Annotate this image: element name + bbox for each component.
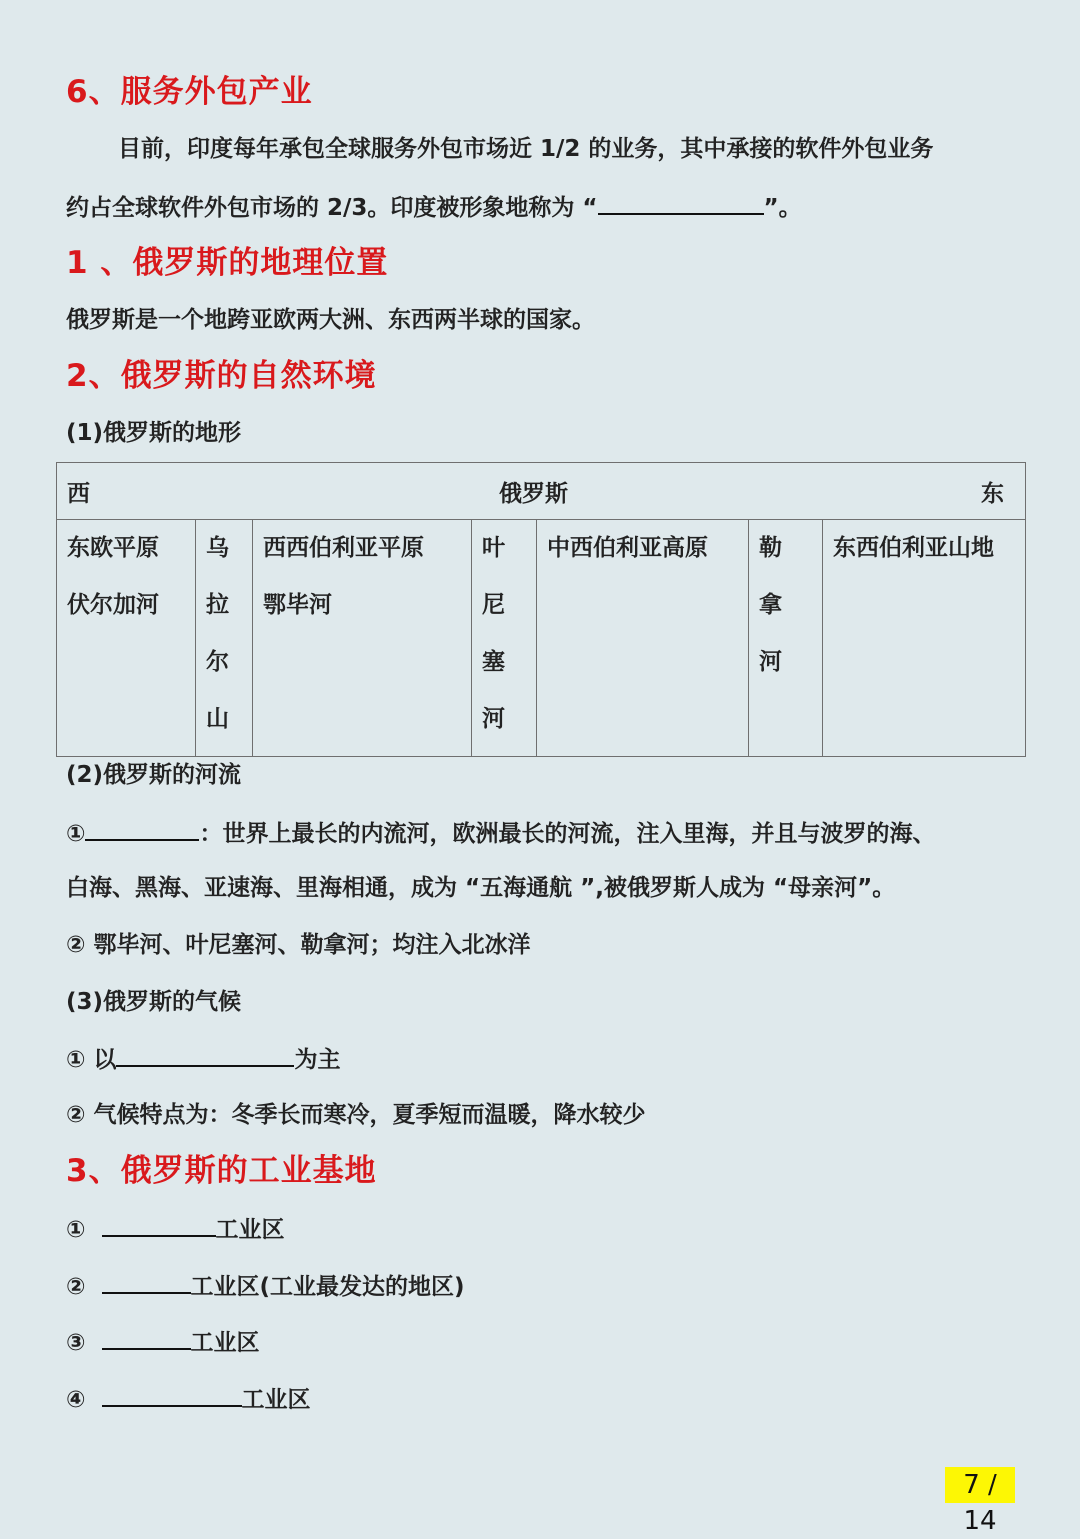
page-number-badge: 7 / 14 <box>945 1467 1015 1503</box>
section-heading-location: 1 、俄罗斯的地理位置 <box>66 245 389 281</box>
paragraph-line: ② 气候特点为：冬季长而寒冷，夏季短而温暖，降水较少 <box>66 1102 646 1128</box>
item-text: 工业区(工业最发达的地区) <box>190 1274 465 1300</box>
country-label: 俄罗斯 <box>499 481 568 507</box>
paragraph-line: 目前，印度每年承包全球服务外包市场近 1/2 的业务，其中承接的软件外包业务 <box>118 136 934 162</box>
table-cell <box>57 520 196 757</box>
paragraph-text: 约占全球软件外包市场的 2/3。印度被形象地称为 “ <box>66 195 598 221</box>
paragraph-text: ：世界上最长的内流河，欧洲最长的河流，注入里海，并且与波罗的海、 <box>199 821 936 847</box>
paragraph-text: ① 以 <box>66 1047 117 1073</box>
cell-text: 东欧平原 <box>67 535 159 561</box>
item-number: ① <box>66 1217 86 1243</box>
cell-text: 东西伯利亚山地 <box>833 535 994 561</box>
cell-text: 叶 <box>482 535 505 561</box>
table-cell <box>749 520 823 757</box>
paragraph-text: ”。 <box>763 195 802 221</box>
section-heading-environment: 2、俄罗斯的自然环境 <box>66 358 377 394</box>
paragraph-line <box>66 189 802 225</box>
fill-in-blank[interactable] <box>102 1381 242 1407</box>
list-item <box>66 1381 311 1417</box>
item-number: ① <box>66 821 86 847</box>
paragraph-line: ② 鄂毕河、叶尼塞河、勒拿河；均注入北冰洋 <box>66 932 531 958</box>
terrain-table <box>56 462 1026 757</box>
cell-text: 尼 <box>482 592 505 618</box>
list-item <box>66 1268 465 1304</box>
paragraph-line <box>66 1041 340 1077</box>
table-cell <box>472 520 537 757</box>
subheading-climate: (3)俄罗斯的气候 <box>66 989 242 1015</box>
cell-text: 勒 <box>759 535 782 561</box>
west-label: 西 <box>67 481 90 507</box>
table-cell <box>823 520 1026 757</box>
cell-text: 中西伯利亚高原 <box>547 535 708 561</box>
item-text: 工业区 <box>190 1330 260 1356</box>
cell-text: 乌 <box>206 535 229 561</box>
fill-in-blank[interactable] <box>85 815 199 841</box>
cell-text: 河 <box>482 706 505 732</box>
cell-text: 伏尔加河 <box>67 592 159 618</box>
list-item <box>66 1324 260 1360</box>
table-cell <box>253 520 472 757</box>
subheading-rivers: (2)俄罗斯的河流 <box>66 762 242 788</box>
fill-in-blank[interactable] <box>102 1324 191 1350</box>
item-number: ② <box>66 1274 86 1300</box>
paragraph-line: 俄罗斯是一个地跨亚欧两大洲、东西两半球的国家。 <box>66 307 595 333</box>
cell-text: 拿 <box>759 592 782 618</box>
fill-in-blank[interactable] <box>116 1041 294 1067</box>
table-header-cell <box>57 463 1026 520</box>
paragraph-text: 为主 <box>294 1047 341 1073</box>
item-text: 工业区 <box>241 1387 311 1413</box>
cell-text: 鄂毕河 <box>263 592 332 618</box>
section-heading-industry: 3、俄罗斯的工业基地 <box>66 1153 377 1189</box>
item-text: 工业区 <box>215 1217 285 1243</box>
table-cell <box>537 520 749 757</box>
item-number: ③ <box>66 1330 86 1356</box>
subheading-terrain: (1)俄罗斯的地形 <box>66 420 242 446</box>
fill-in-blank[interactable] <box>102 1268 191 1294</box>
table-header-row <box>57 463 1026 520</box>
cell-text: 西西伯利亚平原 <box>263 535 424 561</box>
table-row <box>57 520 1026 757</box>
cell-text: 尔 <box>206 649 229 675</box>
paragraph-line: 白海、黑海、亚速海、里海相通，成为 “五海通航 ”,被俄罗斯人成为 “母亲河”。 <box>66 875 896 901</box>
paragraph-line <box>66 815 935 851</box>
cell-text: 河 <box>759 649 782 675</box>
cell-text: 塞 <box>482 649 505 675</box>
fill-in-blank[interactable] <box>102 1211 216 1237</box>
cell-text: 山 <box>206 706 229 732</box>
cell-text: 拉 <box>206 592 229 618</box>
item-number: ④ <box>66 1387 86 1413</box>
section-heading-outsourcing: 6、服务外包产业 <box>66 74 313 110</box>
east-label: 东 <box>981 481 1004 507</box>
table-cell <box>196 520 253 757</box>
fill-in-blank[interactable] <box>598 189 764 215</box>
list-item <box>66 1211 285 1247</box>
